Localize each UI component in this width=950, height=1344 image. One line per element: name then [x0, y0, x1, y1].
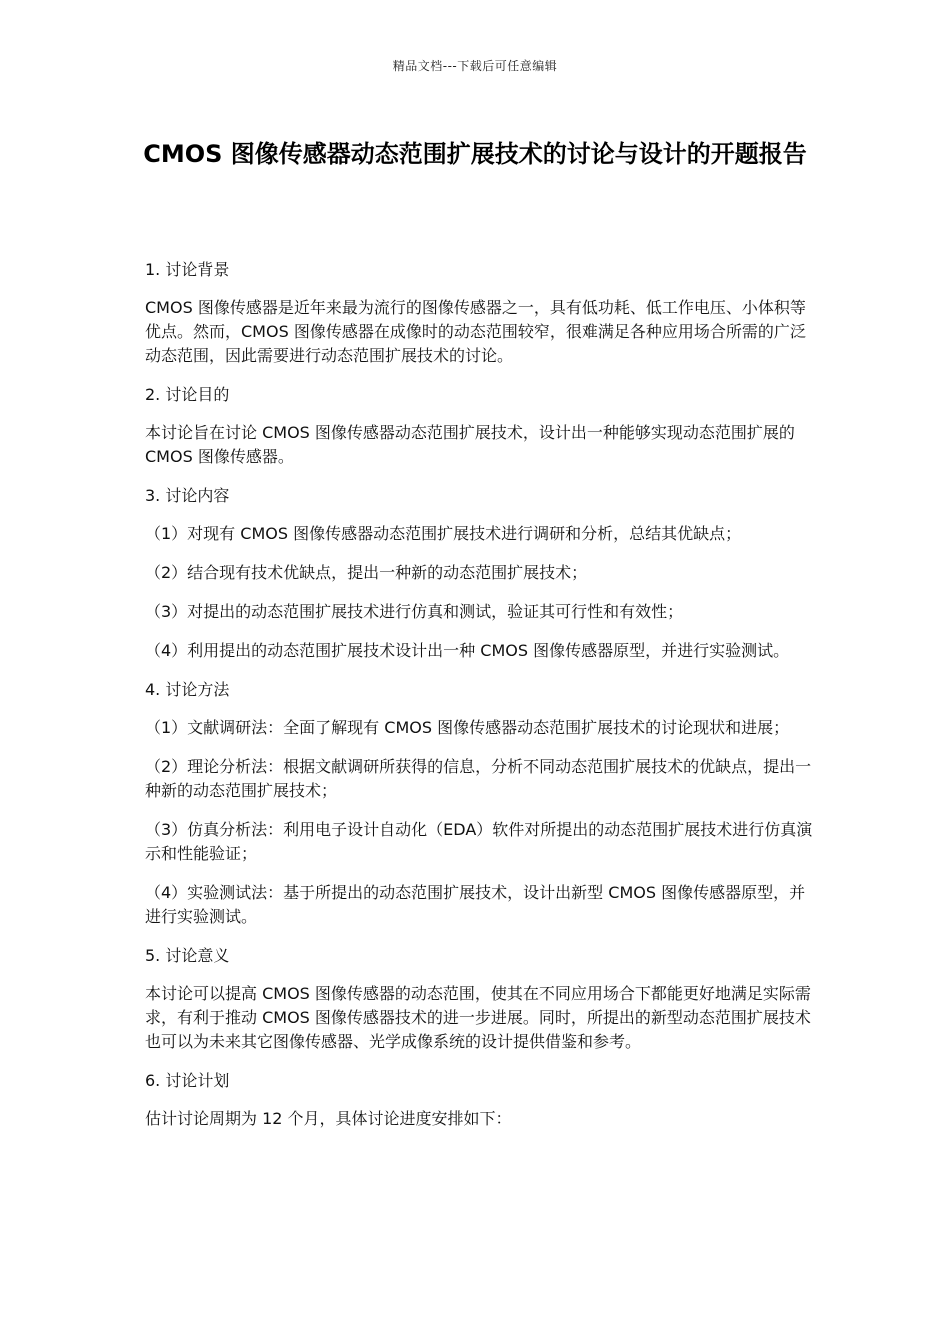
section-heading: 1. 讨论背景: [145, 260, 230, 279]
section-paragraph: CMOS 图像传感器是近年来最为流行的图像传感器之一，具有低功耗、低工作电压、小体积等优点。然而，CMOS 图像传感器在成像时的动态范围较窄，很难满足各种应用场合所需的广泛动态范围，因此需要进行动态范围扩展技术的讨论。: [145, 298, 806, 365]
content-list: [145, 522, 813, 663]
list-item: （2）理论分析法：根据文献调研所获得的信息，分析不同动态范围扩展技术的优缺点，提出一种新的动态范围扩展技术；: [145, 757, 812, 800]
section-paragraph: 本讨论旨在讨论 CMOS 图像传感器动态范围扩展技术，设计出一种能够实现动态范围扩展的 CMOS 图像传感器。: [145, 423, 795, 466]
section-heading: 3. 讨论内容: [145, 486, 230, 505]
section-heading: 4. 讨论方法: [145, 680, 230, 699]
section-paragraph: 估计讨论周期为 12 个月，具体讨论进度安排如下：: [145, 1109, 512, 1128]
section-plan: [145, 1069, 813, 1131]
section-background: [145, 258, 813, 368]
section-purpose: [145, 383, 813, 469]
section-methods: [145, 678, 813, 929]
section-significance: [145, 944, 813, 1054]
section-heading: 5. 讨论意义: [145, 946, 230, 965]
list-item: （4）实验测试法：基于所提出的动态范围扩展技术，设计出新型 CMOS 图像传感器原型，并进行实验测试。: [145, 883, 806, 926]
section-heading: 6. 讨论计划: [145, 1071, 230, 1090]
section-content: [145, 484, 813, 663]
list-item: （2）结合现有技术优缺点，提出一种新的动态范围扩展技术；: [145, 563, 588, 582]
section-heading: 2. 讨论目的: [145, 385, 230, 404]
list-item: （4）利用提出的动态范围扩展技术设计出一种 CMOS 图像传感器原型，并进行实验测试。: [145, 641, 790, 660]
list-item: （1）文献调研法：全面了解现有 CMOS 图像传感器动态范围扩展技术的讨论现状和进展；: [145, 718, 790, 737]
document-body: [145, 258, 813, 1146]
header-watermark: 精品文档---下载后可任意编辑: [392, 59, 558, 73]
section-paragraph: 本讨论可以提高 CMOS 图像传感器的动态范围，使其在不同应用场合下都能更好地满足实际需求，有利于推动 CMOS 图像传感器技术的进一步进展。同时，所提出的新型动态范围扩展技术也可以为未来其它图像传感器、光学成像系统的设计提供借鉴和参考。: [145, 984, 811, 1051]
document-title: CMOS 图像传感器动态范围扩展技术的讨论与设计的开题报告: [143, 140, 807, 168]
list-item: （1）对现有 CMOS 图像传感器动态范围扩展技术进行调研和分析，总结其优缺点；: [145, 524, 742, 543]
list-item: （3）仿真分析法：利用电子设计自动化（EDA）软件对所提出的动态范围扩展技术进行仿真演示和性能验证；: [145, 820, 813, 863]
methods-list: [145, 716, 813, 929]
list-item: （3）对提出的动态范围扩展技术进行仿真和测试，验证其可行性和有效性；: [145, 602, 684, 621]
